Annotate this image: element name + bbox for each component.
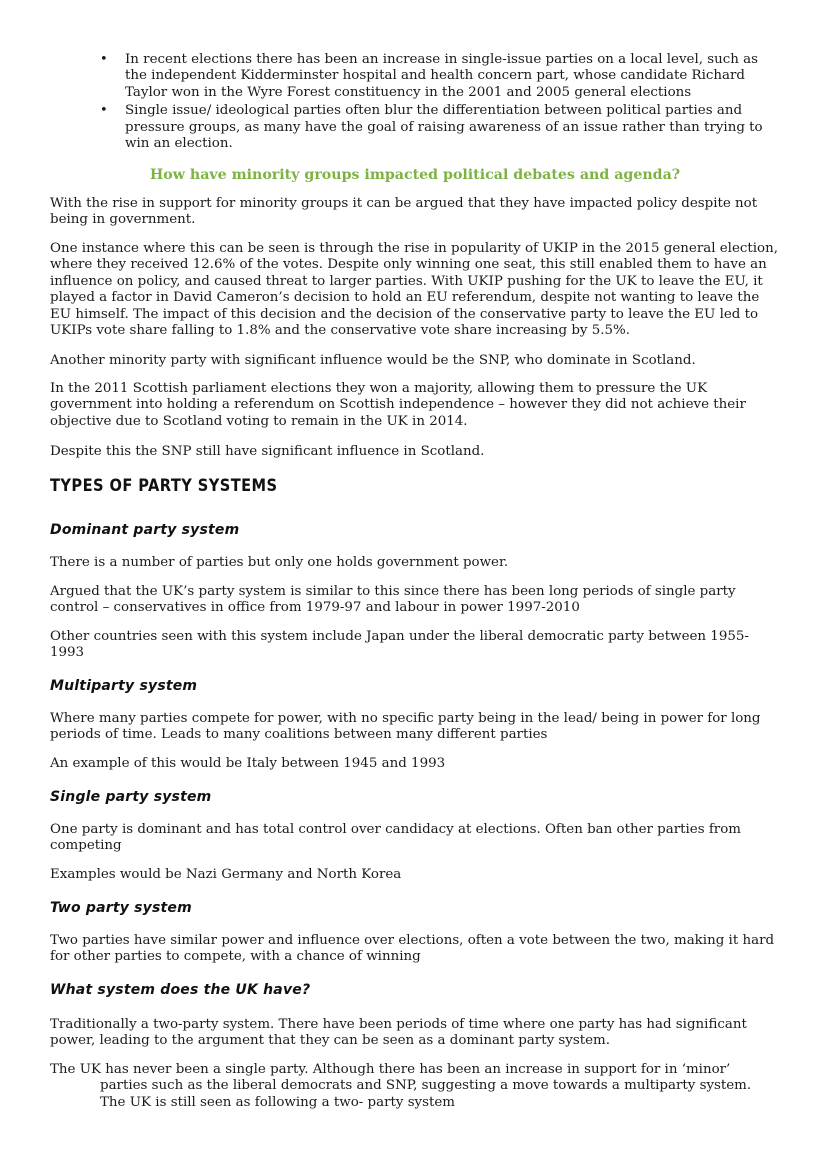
- paragraph: Argued that the UK’s party system is similar to this since there has been long periods of single party control – conservatives in office from 1979-97 and labour in power 1997-2010: [50, 584, 736, 616]
- paragraph: Where many parties compete for power, with no specific party being in the lead/ being in power for long periods of time. Leads to many coalitions between many different parties: [50, 711, 761, 743]
- list-item: • In recent elections there has been an increase in single-issue parties on a local level, such as the independent Kidderminster hospital and health concern part, whose candidate Richard Taylor won in the Wyre Forest constituency in the 2001 and 2005 general elections: [100, 52, 758, 100]
- paragraph: Traditionally a two-party system. There have been periods of time where one party has had significant power, leading to the argument that they can be seen as a dominant party system.: [50, 1017, 747, 1049]
- paragraph: An example of this would be Italy between 1945 and 1993: [50, 756, 446, 771]
- page-title: TYPES OF PARTY SYSTEMS: [50, 476, 278, 496]
- paragraph-first-line: The UK has never been a single party. Although there has been an increase in support for in ‘minor’: [50, 1062, 731, 1077]
- list-item: • Single issue/ ideological parties often blur the differentiation between political parties and pressure groups, as many have the goal of raising awareness of an issue rather than trying to win an election.: [100, 103, 763, 152]
- paragraph: In the 2011 Scottish parliament elections they won a majority, allowing them to pressure the UK government into holding a referendum on Scottish independence – however they did not achieve their objective due to Scotland voting to remain in the UK in 2014.: [50, 381, 746, 429]
- section-heading-single: Single party system: [50, 789, 212, 805]
- bullet-icon: •: [100, 52, 108, 67]
- paragraph: Examples would be Nazi Germany and North Korea: [50, 867, 402, 882]
- section-heading-uk: What system does the UK have?: [50, 982, 311, 998]
- paragraph: One instance where this can be seen is through the rise in popularity of UKIP in the 2015 general election, where they received 12.6% of the votes. Despite only winning one seat, this still enabled them to have an influence on policy, and caused threat to larger parties. With UKIP pushing for the UK to leave the EU, it played a factor in David Cameron’s decision to hold an EU referendum, despite not wanting to leave the EU himself. The impact of this decision and the decision of the conservative party to leave the EU led to UKIPs vote share falling to 1.8% and the conservative vote share increasing by 5.5%.: [50, 241, 778, 339]
- paragraph: Despite this the SNP still have significant influence in Scotland.: [50, 444, 485, 459]
- final-paragraph: [50, 1062, 770, 1111]
- paragraph: Another minority party with significant influence would be the SNP, who dominate in Scotland.: [50, 353, 696, 368]
- paragraph: Other countries seen with this system include Japan under the liberal democratic party between 1955-1993: [50, 629, 749, 661]
- paragraph: With the rise in support for minority groups it can be argued that they have impacted policy despite not being in government.: [50, 196, 758, 228]
- paragraph: Two parties have similar power and influence over elections, often a vote between the two, making it hard for other parties to compete, with a chance of winning: [50, 933, 775, 965]
- bullet-list: [100, 52, 770, 152]
- section-heading-multiparty: Multiparty system: [50, 678, 198, 694]
- paragraph-continuation: parties such as the liberal democrats and SNP, suggesting a move towards a multiparty system. The UK is still seen as following a two- party system: [100, 1078, 752, 1110]
- minority-subheading: How have minority groups impacted political debates and agenda?: [149, 167, 681, 183]
- section-heading-two: Two party system: [50, 900, 192, 916]
- paragraph: There is a number of parties but only one holds government power.: [50, 555, 509, 570]
- section-heading-dominant: Dominant party system: [50, 522, 240, 538]
- paragraph: One party is dominant and has total control over candidacy at elections. Often ban other parties from competing: [50, 822, 741, 854]
- bullet-icon: •: [100, 103, 108, 119]
